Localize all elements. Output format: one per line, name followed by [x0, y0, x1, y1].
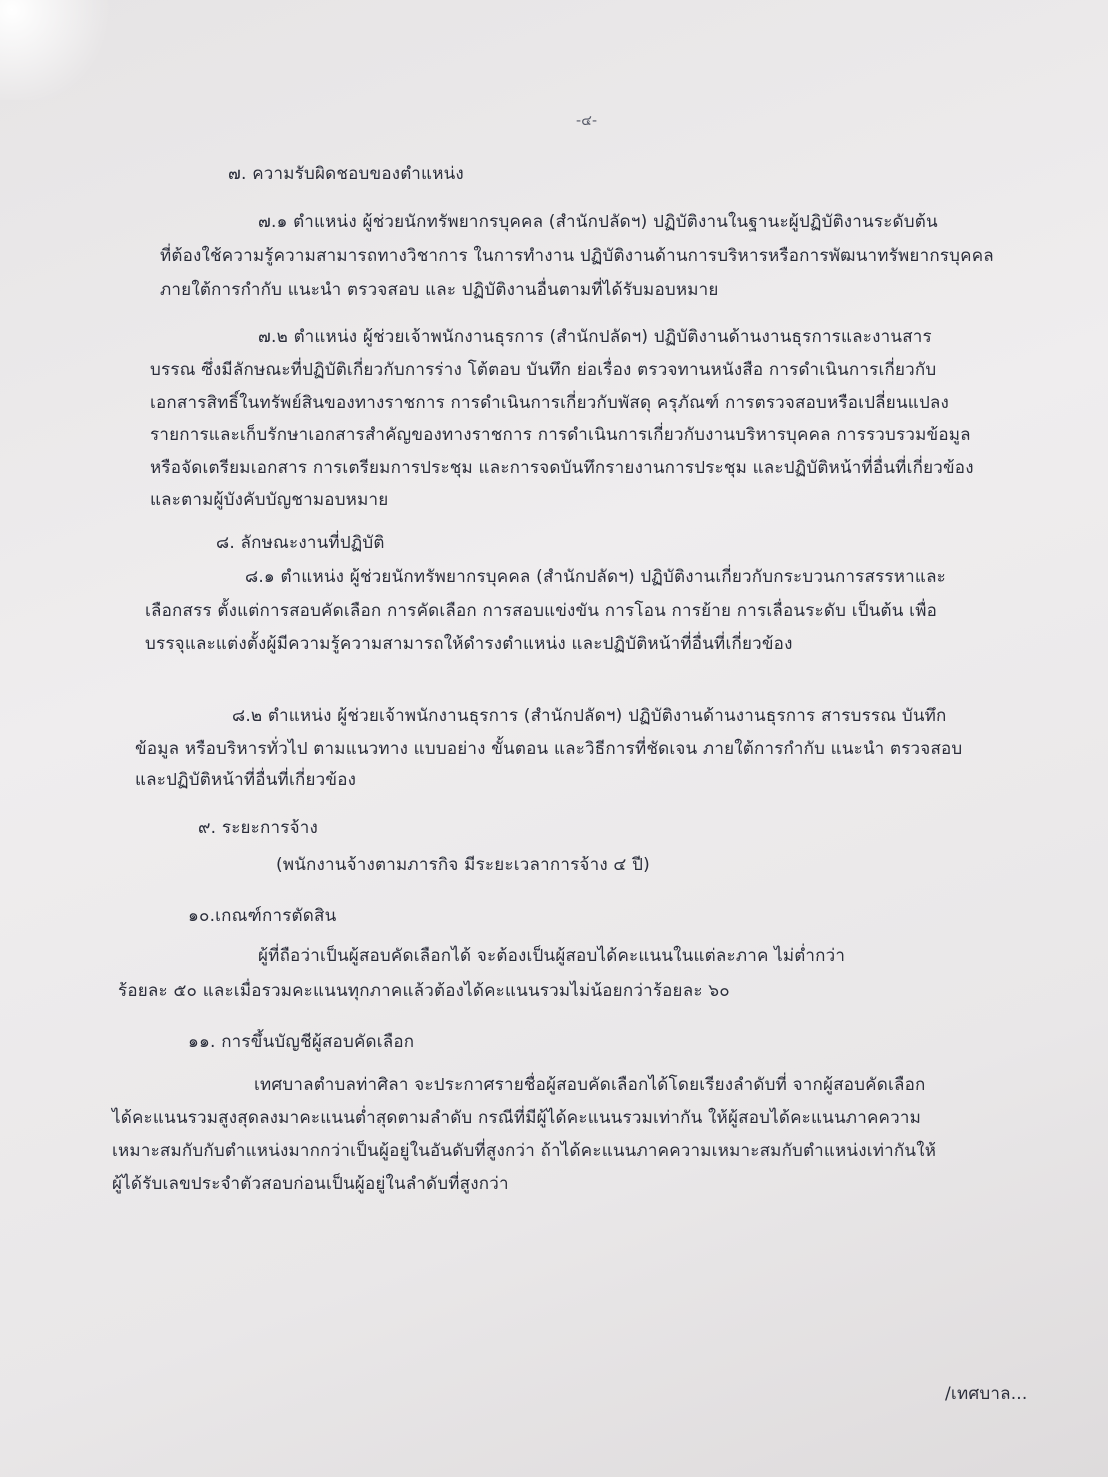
section-10-line: ร้อยละ ๕๐ และเมื่อรวมคะแนนทุกภาคแล้วต้องได้คะแนนรวมไม่น้อยกว่าร้อยละ ๖๐ [118, 981, 730, 1001]
section-9-body: (พนักงานจ้างตามภารกิจ มีระยะเวลาการจ้าง ๔ ปี) [276, 855, 650, 875]
section-9-heading: ๙. ระยะการจ้าง [198, 818, 318, 838]
section-11-line: ผู้ได้รับเลขประจำตัวสอบก่อนเป็นผู้อยู่ในลำดับที่สูงกว่า [112, 1174, 509, 1194]
para-7-2-line: รายการและเก็บรักษาเอกสารสำคัญของทางราชการ การดำเนินการเกี่ยวกับงานบริหารบุคคล การรวบรวมข้อมูล [150, 425, 971, 445]
section-11-line: เหมาะสมกับกับตำแหน่งมากกว่าเป็นผู้อยู่ในอันดับที่สูงกว่า ถ้าได้คะแนนภาคความเหมาะสมกับตำแหน่งเท่ากันให้ [112, 1141, 937, 1161]
para-8-1-line: บรรจุและแต่งตั้งผู้มีความรู้ความสามารถให้ดำรงตำแหน่ง และปฏิบัติหน้าที่อื่นที่เกี่ยวข้อง [145, 634, 793, 654]
section-7-heading: ๗. ความรับผิดชอบของตำแหน่ง [228, 164, 464, 184]
para-7-1-line: ๗.๑ ตำแหน่ง ผู้ช่วยนักทรัพยากรบุคคล (สำนักปลัดฯ) ปฏิบัติงานในฐานะผู้ปฏิบัติงานระดับต้น [258, 212, 938, 232]
para-7-2-line: เอกสารสิทธิ์ในทรัพย์สินของทางราชการ การดำเนินการเกี่ยวกับพัสดุ ครุภัณฑ์ การตรวจสอบหรือเปลี่ยนแปลง [150, 393, 950, 413]
para-7-1-line: ที่ต้องใช้ความรู้ความสามารถทางวิชาการ ในการทำงาน ปฏิบัติงานด้านการบริหารหรือการพัฒนาทรัพยากรบุคคล [160, 246, 994, 266]
para-7-2-line: หรือจัดเตรียมเอกสาร การเตรียมการประชุม และการจดบันทึกรายงานการประชุม และปฏิบัติหน้าที่อื่นที่เกี่ยวข้อง [150, 458, 974, 478]
para-8-2-line: และปฏิบัติหน้าที่อื่นที่เกี่ยวข้อง [135, 770, 357, 790]
para-7-2-line: บรรณ ซึ่งมีลักษณะที่ปฏิบัติเกี่ยวกับการร่าง โต้ตอบ บันทึก ย่อเรื่อง ตรวจทานหนังสือ การดำเนินการเกี่ยวกับ [150, 360, 937, 380]
para-8-2-line: ข้อมูล หรือบริหารทั่วไป ตามแนวทาง แบบอย่าง ขั้นตอน และวิธีการที่ชัดเจน ภายใต้การกำกับ แนะนำ ตรวจสอบ [135, 739, 963, 759]
section-10-heading: ๑๐.เกณฑ์การตัดสิน [188, 906, 337, 926]
section-11-line: เทศบาลตำบลท่าศิลา จะประกาศรายชื่อผู้สอบคัดเลือกได้โดยเรียงลำดับที่ จากผู้สอบคัดเลือก [254, 1075, 926, 1095]
section-10-line: ผู้ที่ถือว่าเป็นผู้สอบคัดเลือกได้ จะต้องเป็นผู้สอบได้คะแนนในแต่ละภาค ไม่ต่ำกว่า [258, 946, 846, 966]
section-8-heading: ๘. ลักษณะงานที่ปฏิบัติ [216, 533, 385, 553]
para-7-2-line: และตามผู้บังคับบัญชามอบหมาย [150, 490, 389, 510]
section-11-line: ได้คะแนนรวมสูงสุดลงมาคะแนนต่ำสุดตามลำดับ กรณีที่มีผู้ได้คะแนนรวมเท่ากัน ให้ผู้สอบได้คะแนนภาคความ [112, 1108, 921, 1128]
page-number: -๔- [576, 113, 598, 129]
para-7-1-line: ภายใต้การกำกับ แนะนำ ตรวจสอบ และ ปฏิบัติงานอื่นตามที่ได้รับมอบหมาย [160, 280, 719, 300]
continuation-marker: /เทศบาล... [945, 1384, 1028, 1404]
para-8-1-line: เลือกสรร ตั้งแต่การสอบคัดเลือก การคัดเลือก การสอบแข่งขัน การโอน การย้าย การเลื่อนระดับ เป็นต้น เพื่อ [145, 601, 938, 621]
para-7-2-line: ๗.๒ ตำแหน่ง ผู้ช่วยเจ้าพนักงานธุรการ (สำนักปลัดฯ) ปฏิบัติงานด้านงานธุรการและงานสาร [258, 327, 932, 347]
section-11-heading: ๑๑. การขึ้นบัญชีผู้สอบคัดเลือก [188, 1032, 415, 1052]
para-8-2-line: ๘.๒ ตำแหน่ง ผู้ช่วยเจ้าพนักงานธุรการ (สำนักปลัดฯ) ปฏิบัติงานด้านงานธุรการ สารบรรณ บันทึก [232, 706, 947, 726]
para-8-1-line: ๘.๑ ตำแหน่ง ผู้ช่วยนักทรัพยากรบุคคล (สำนักปลัดฯ) ปฏิบัติงานเกี่ยวกับกระบวนการสรรหาและ [245, 567, 947, 587]
